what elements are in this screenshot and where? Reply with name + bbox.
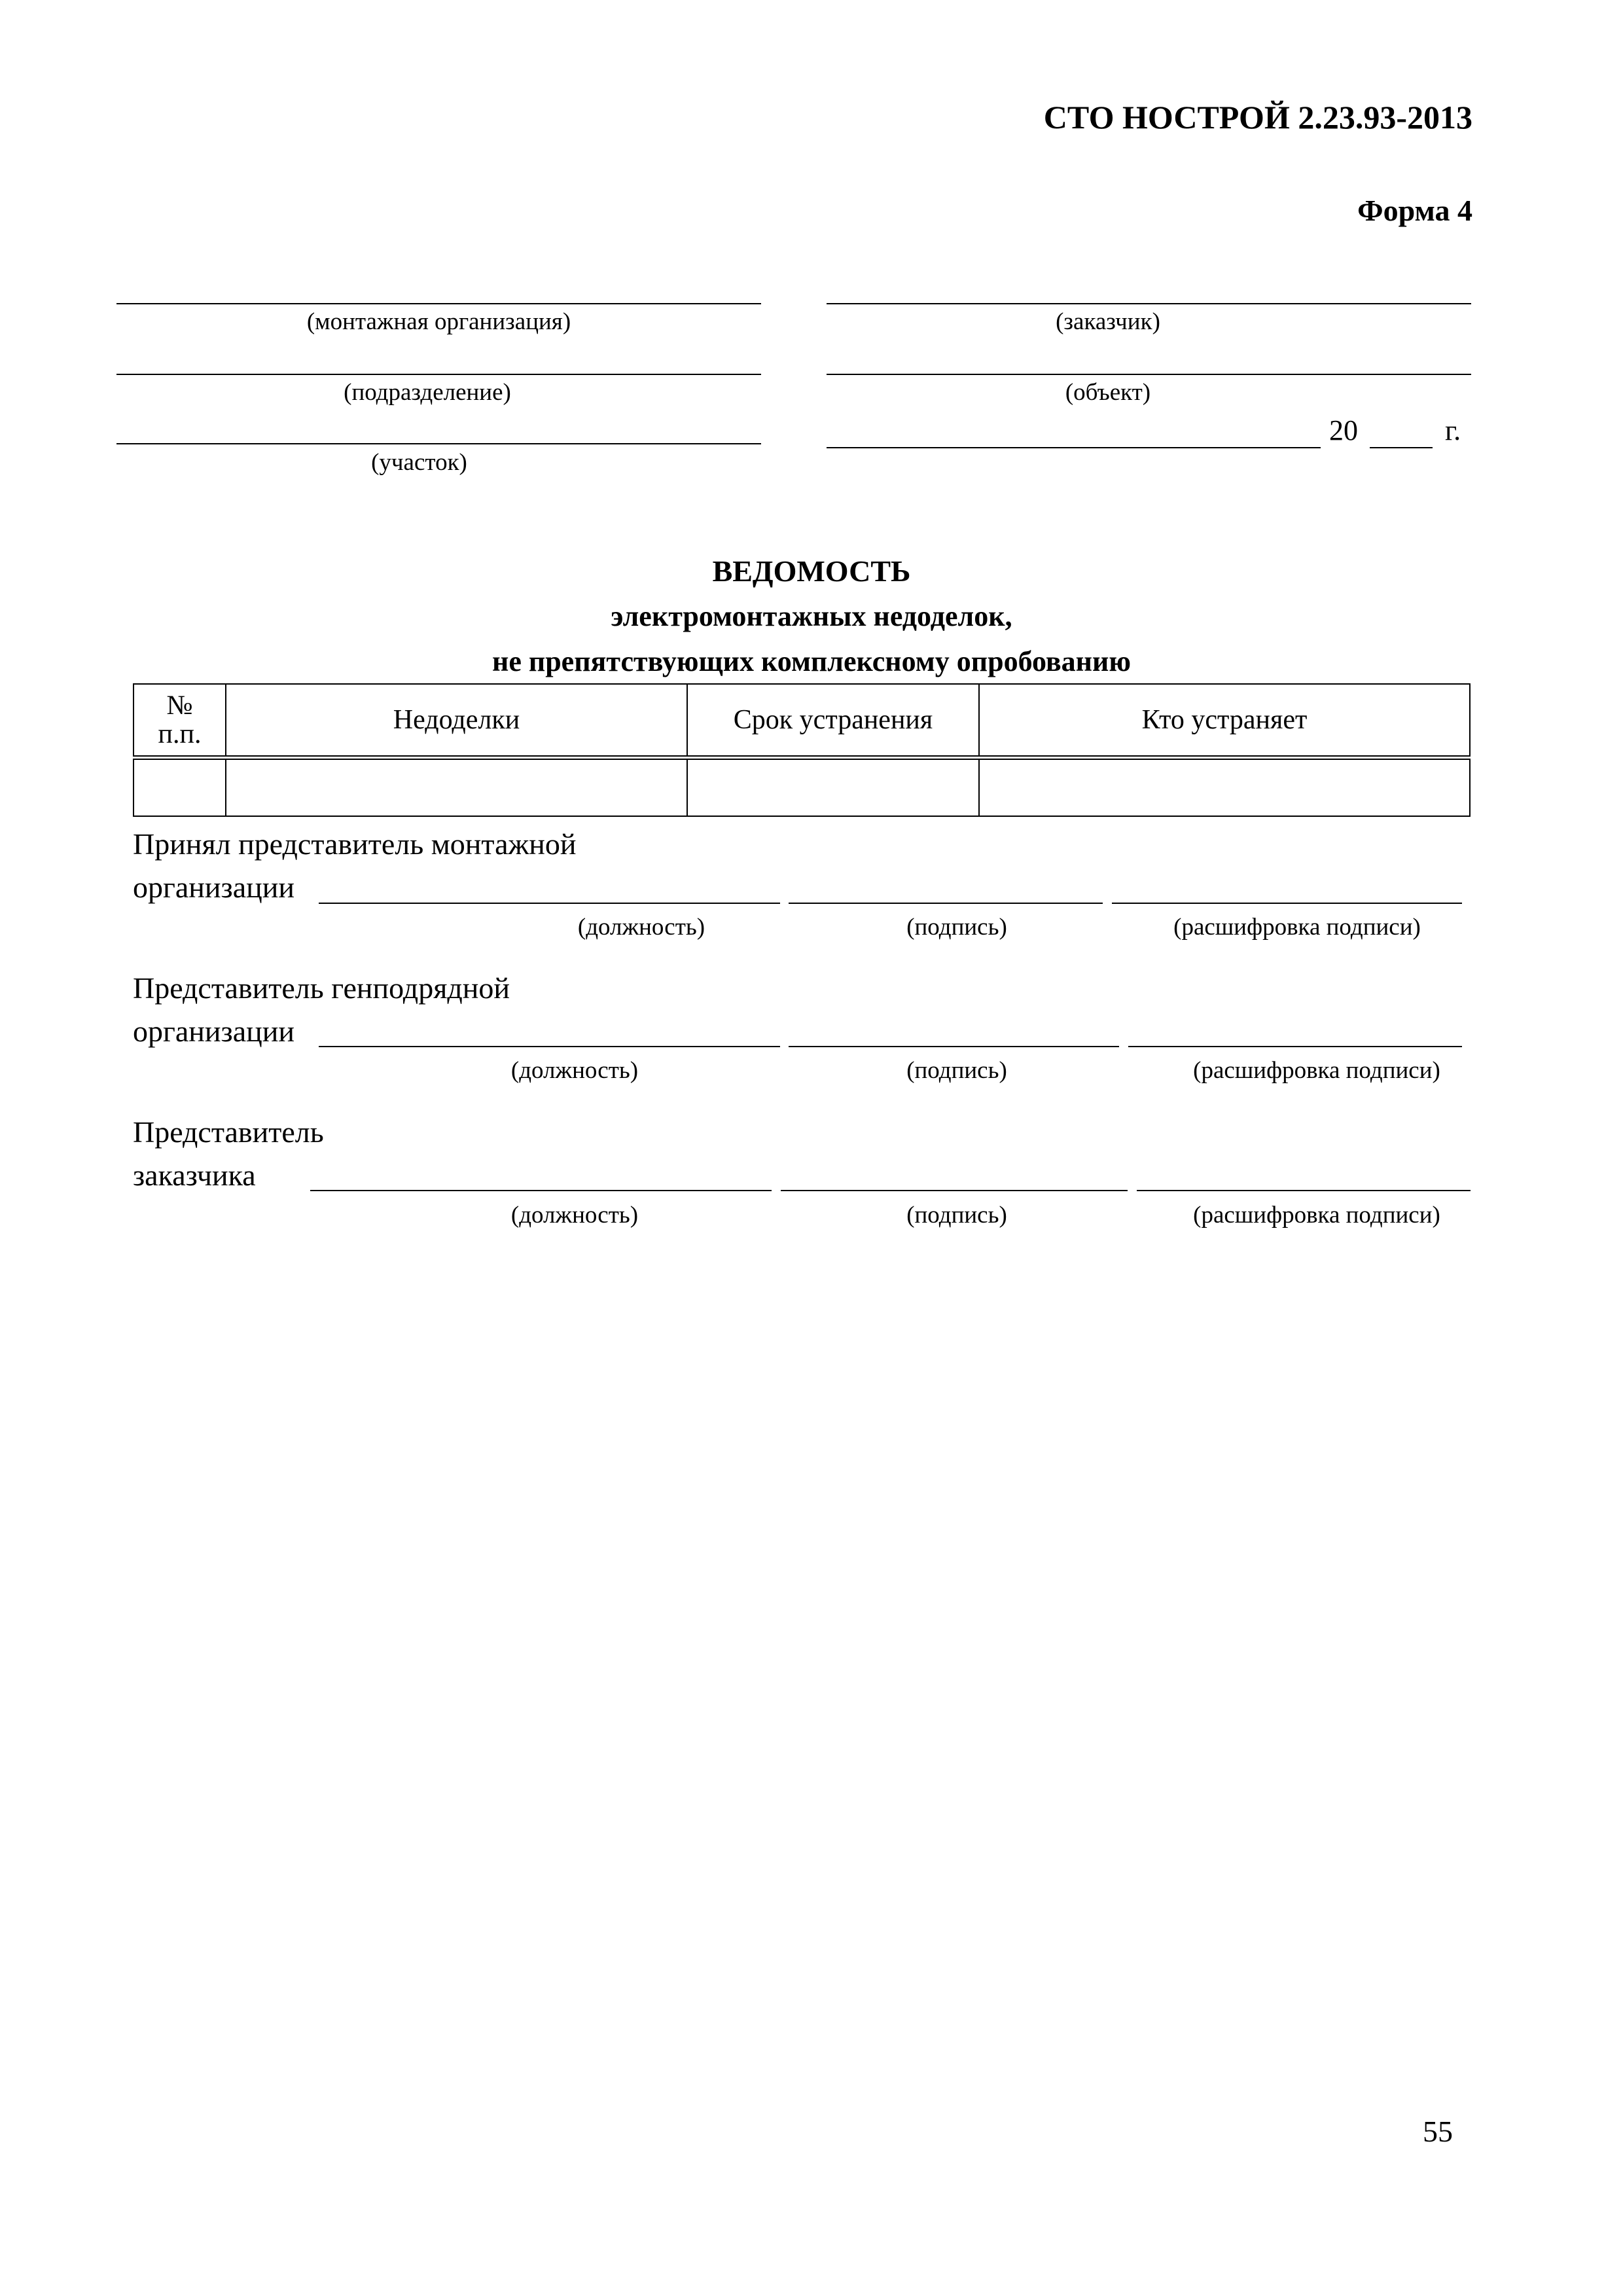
column-header-responsible: Кто устраняет: [979, 684, 1470, 757]
general-contractor-decoding-caption: (расшифровка подписи): [1193, 1057, 1440, 1084]
installer-rep-label-line1: Принял представитель монтажной: [133, 827, 577, 861]
standard-code: СТО НОСТРОЙ 2.23.93-2013: [1043, 99, 1472, 135]
table-header-row: [134, 684, 1470, 757]
general-contractor-position-line[interactable]: [319, 1046, 780, 1047]
field-line-section[interactable]: [116, 443, 761, 444]
general-contractor-signature-caption: (подпись): [906, 1057, 1007, 1084]
date-field: [827, 413, 1481, 452]
field-line-object[interactable]: [827, 374, 1471, 375]
caption-object: (объект): [1065, 379, 1151, 406]
field-line-subdivision[interactable]: [116, 374, 761, 375]
field-line-installer-org[interactable]: [116, 303, 761, 304]
cell-number[interactable]: [134, 757, 226, 816]
general-contractor-signature-line[interactable]: [789, 1046, 1119, 1047]
document-subtitle-line1: электромонтажных недоделок,: [611, 600, 1012, 632]
column-header-number-sign: №: [166, 690, 193, 721]
date-year-line[interactable]: [1370, 447, 1433, 448]
customer-position-line[interactable]: [310, 1190, 772, 1191]
cell-defects[interactable]: [226, 757, 687, 816]
installer-position-caption: (должность): [577, 914, 705, 941]
customer-rep-label-line1: Представитель: [133, 1115, 324, 1149]
general-contractor-decoding-line[interactable]: [1128, 1046, 1462, 1047]
installer-position-line[interactable]: [319, 903, 780, 904]
field-line-customer[interactable]: [827, 303, 1471, 304]
caption-subdivision: (подразделение): [344, 379, 511, 406]
column-header-number: [134, 684, 226, 757]
installer-decoding-line[interactable]: [1112, 903, 1462, 904]
defects-table-wrap: [133, 683, 1469, 817]
customer-position-caption: (должность): [510, 1202, 639, 1229]
general-contractor-rep-label-line1: Представитель генподрядной: [133, 971, 510, 1005]
general-contractor-position-caption: (должность): [510, 1057, 639, 1084]
cell-responsible[interactable]: [979, 757, 1470, 816]
customer-signature-caption: (подпись): [906, 1202, 1007, 1229]
form-number: Форма 4: [1357, 194, 1472, 227]
customer-rep-label-line2: заказчика: [133, 1158, 256, 1192]
defects-table: [133, 683, 1471, 817]
installer-rep-label-line2: организации: [133, 870, 294, 904]
customer-decoding-caption: (расшифровка подписи): [1193, 1202, 1440, 1229]
column-header-deadline: Срок устранения: [687, 684, 979, 757]
installer-decoding-caption: (расшифровка подписи): [1173, 914, 1421, 941]
table-row: [134, 757, 1470, 816]
customer-signature-line[interactable]: [781, 1190, 1128, 1191]
caption-installer-org: (монтажная организация): [306, 308, 571, 335]
page-number: 55: [1423, 2115, 1453, 2148]
cell-deadline[interactable]: [687, 757, 979, 816]
column-header-defects: Недоделки: [226, 684, 687, 757]
column-header-number-abbr: п.п.: [158, 719, 202, 749]
date-year-suffix: г.: [1445, 414, 1461, 446]
installer-signature-line[interactable]: [789, 903, 1103, 904]
date-year-prefix: 20: [1329, 414, 1358, 446]
caption-section: (участок): [371, 449, 467, 476]
document-subtitle-line2: не препятствующих комплексному опробованию: [491, 645, 1132, 677]
document-title: ВЕДОМОСТЬ: [712, 554, 911, 588]
date-day-month-line[interactable]: [827, 447, 1321, 448]
customer-decoding-line[interactable]: [1137, 1190, 1471, 1191]
installer-signature-caption: (подпись): [906, 914, 1007, 941]
general-contractor-rep-label-line2: организации: [133, 1014, 294, 1048]
caption-customer: (заказчик): [1056, 308, 1160, 335]
